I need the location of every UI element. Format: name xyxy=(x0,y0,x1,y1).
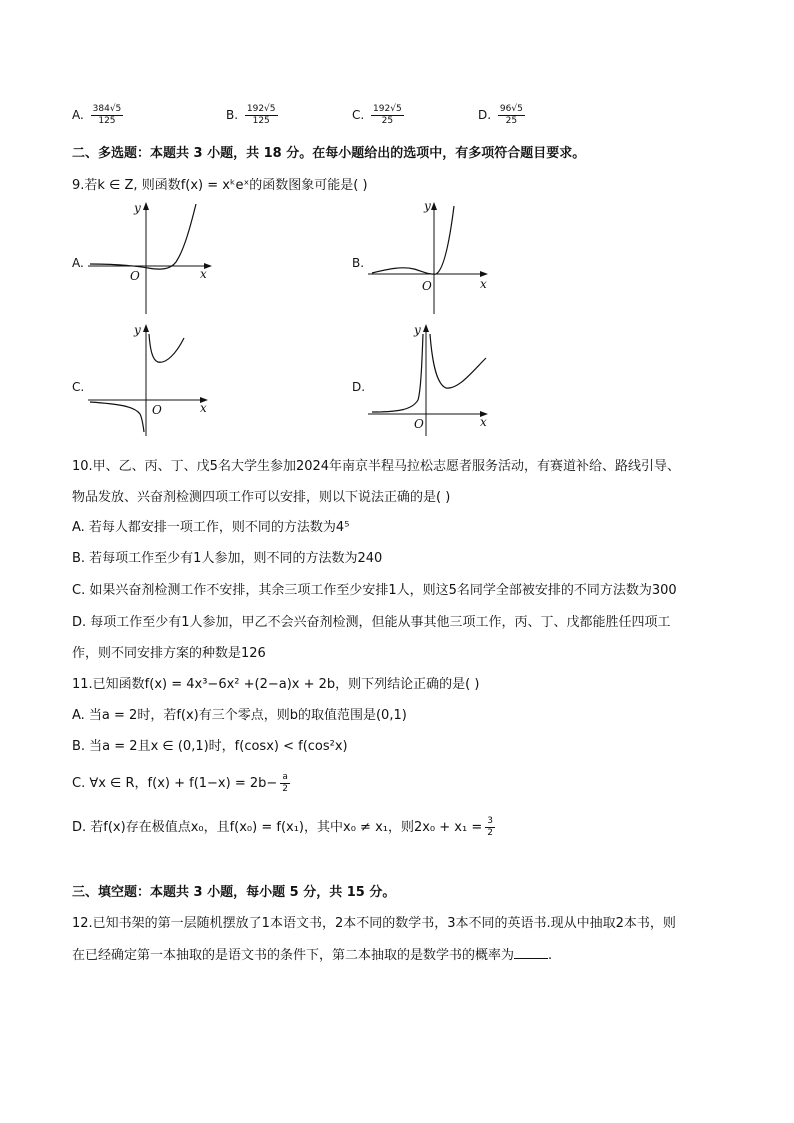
q10-option-b: B. 若每项工作至少有1人参加，则不同的方法数为240 xyxy=(72,551,383,566)
numerator: a xyxy=(282,772,288,782)
q9-graph-d xyxy=(368,320,498,438)
q9-label-a: A. xyxy=(72,256,84,270)
choice-label: C. xyxy=(352,108,365,122)
q8-choice-b xyxy=(226,104,278,127)
q11-option-a: A. 当a = 2时，若f(x)有三个零点，则b的取值范围是(0,1) xyxy=(72,708,407,723)
fraction xyxy=(280,772,290,795)
denominator: 25 xyxy=(505,116,518,126)
answer-blank[interactable] xyxy=(514,946,548,959)
q10-stem-line2: 物品发放、兴奋剂检测四项工作可以安排，则以下说法正确的是( ) xyxy=(72,490,451,505)
denominator: 2 xyxy=(487,828,493,838)
denominator: 125 xyxy=(252,116,270,126)
section-2-title: 二、多选题：本题共 3 小题，共 18 分。在每小题给出的选项中，有多项符合题目要求。 xyxy=(72,146,586,161)
numerator: 3 xyxy=(487,816,493,826)
q11-option-b: B. 当a = 2且x ∈ (0,1)时，f(cosx) < f(cos²x) xyxy=(72,739,348,754)
section-3-title: 三、填空题：本题共 3 小题，每小题 5 分，共 15 分。 xyxy=(72,885,396,900)
origin-label: O xyxy=(152,403,162,417)
choice-label: B. xyxy=(226,108,239,122)
denominator: 125 xyxy=(98,116,116,126)
numerator: 384√5 xyxy=(92,104,122,114)
q12-line2 xyxy=(72,946,552,965)
q11-stem: 11.已知函数f(x) = 4x³−6x² +(2−a)x + 2b，则下列结论正确的是( ) xyxy=(72,677,480,692)
origin-label: O xyxy=(422,279,432,293)
q9-graph-a xyxy=(88,198,218,316)
q8-choice-c xyxy=(352,104,404,127)
q9-graph-b xyxy=(368,198,498,316)
axis-x-label: x xyxy=(200,267,207,281)
q10-option-d: D. 每项工作至少有1人参加，甲乙不会兴奋剂检测，但能从事其他三项工作，丙、丁、戊都能胜任四项工 xyxy=(72,615,671,630)
origin-label: O xyxy=(414,417,424,431)
option-text: C. ∀x ∈ R，f(x) + f(1−x) = 2b− xyxy=(72,776,278,791)
fraction xyxy=(91,104,124,127)
q9-label-b: B. xyxy=(352,256,365,270)
q12-line1: 12.已知书架的第一层随机摆放了1本语文书，2本不同的数学书，3本不同的英语书.现从中抽取2本书，则 xyxy=(72,916,676,931)
fraction xyxy=(498,104,525,127)
axis-y-label: y xyxy=(134,323,141,337)
q10-option-c: C. 如果兴奋剂检测工作不安排，其余三项工作至少安排1人，则这5名同学全部被安排的不同方法数为300 xyxy=(72,583,677,598)
axis-x-label: x xyxy=(200,401,207,415)
q8-choice-d xyxy=(478,104,525,127)
axis-y-label: y xyxy=(414,323,421,337)
axis-x-label: x xyxy=(480,277,487,291)
denominator: 25 xyxy=(381,116,394,126)
axis-y-label: y xyxy=(134,201,141,215)
fraction xyxy=(371,104,404,127)
denominator: 2 xyxy=(282,784,289,794)
period: . xyxy=(548,948,553,963)
q10-stem-line1: 10.甲、乙、丙、丁、戊5名大学生参加2024年南京半程马拉松志愿者服务活动，有赛道补给、路线引导、 xyxy=(72,459,681,474)
choice-label: A. xyxy=(72,108,84,122)
q9-stem: 9.若k ∈ Z, 则函数f(x) = xᵏeˣ的函数图象可能是( ) xyxy=(72,178,368,193)
numerator: 96√5 xyxy=(499,104,523,114)
origin-label: O xyxy=(130,269,140,283)
q11-option-d xyxy=(72,816,495,839)
numerator: 192√5 xyxy=(373,104,402,114)
option-text: D. 若f(x)存在极值点x₀，且f(x₀) = f(x₁)，其中x₀ ≠ x₁，则2x₀ + x₁ = xyxy=(72,820,483,835)
axis-y-label: y xyxy=(424,199,431,213)
question-text: 在已经确定第一本抽取的是语文书的条件下，第二本抽取的是数学书的概率为 xyxy=(72,948,515,963)
q8-choice-a xyxy=(72,104,123,127)
choice-label: D. xyxy=(478,108,492,122)
axis-x-label: x xyxy=(480,415,487,429)
q9-label-d: D. xyxy=(352,380,366,394)
q9-graph-c xyxy=(88,320,218,438)
fraction xyxy=(485,816,495,839)
q10-option-d-cont: 作，则不同安排方案的种数是126 xyxy=(72,646,266,661)
q11-option-c xyxy=(72,772,290,795)
q9-label-c: C. xyxy=(72,380,85,394)
q10-option-a: A. 若每人都安排一项工作，则不同的方法数为4⁵ xyxy=(72,520,350,535)
numerator: 192√5 xyxy=(246,104,276,114)
fraction xyxy=(245,104,278,127)
